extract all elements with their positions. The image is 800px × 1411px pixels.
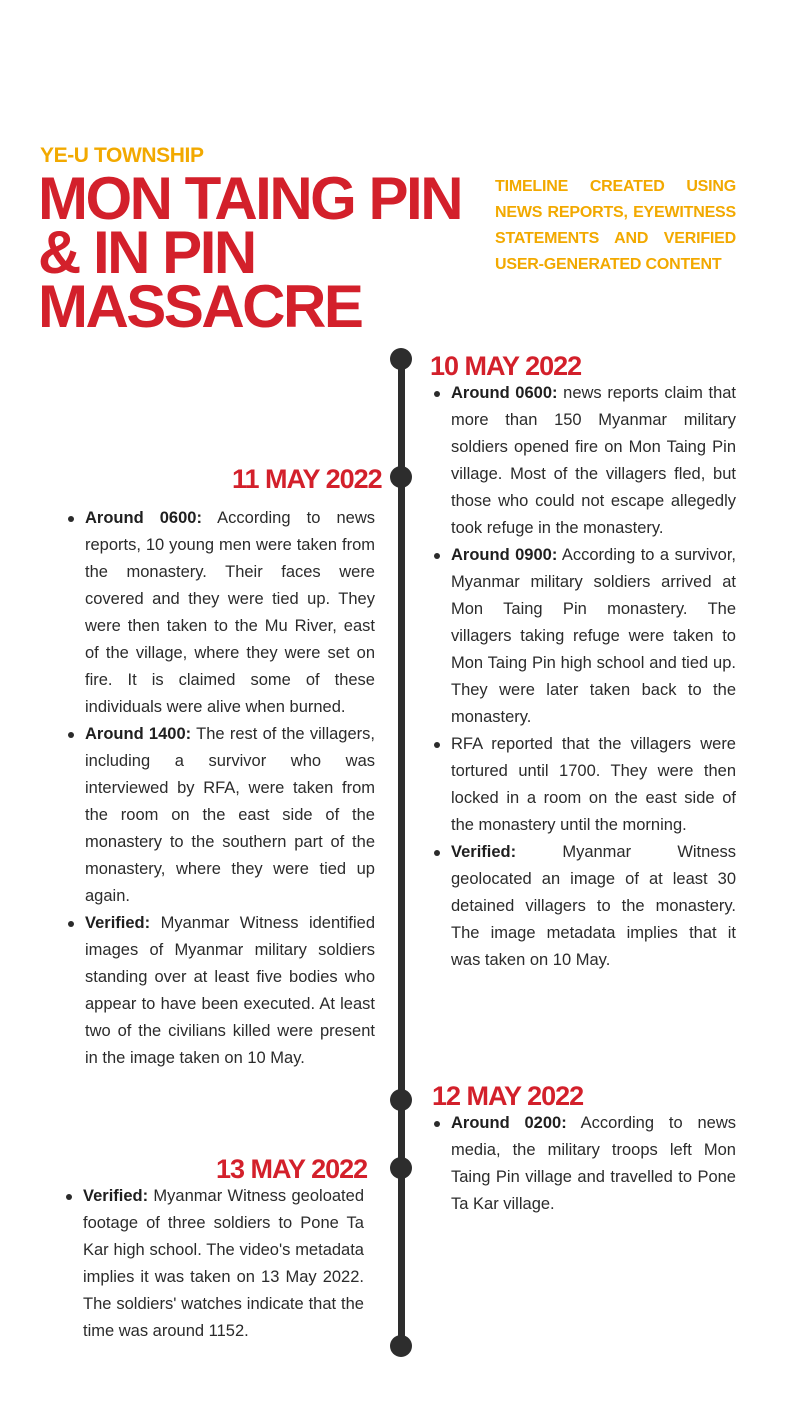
item-label: Around 0600: bbox=[451, 384, 558, 402]
item-label: Around 0900: bbox=[451, 546, 558, 564]
timeline-dot-13-may bbox=[390, 1157, 412, 1179]
entry-list-11-may bbox=[85, 505, 375, 1072]
date-heading-12-may: 12 MAY 2022 bbox=[432, 1081, 584, 1111]
timeline-dot-12-may bbox=[390, 1089, 412, 1111]
item-text: Myanmar Witness geoloated footage of three soldiers to Pone Ta Kar high school. The video's metadata implies it was taken on 13 May 2022. The soldiers' watches indicate that the time was around 1152. bbox=[83, 1187, 364, 1340]
title-line-2: & IN PIN bbox=[38, 219, 255, 286]
date-heading-13-may: 13 MAY 2022 bbox=[216, 1154, 368, 1184]
item-text: The rest of the villagers, including a survivor who was interviewed by RFA, were taken from the room on the east side of the monastery to the southern part of the monastery, where they were tied up again. bbox=[85, 725, 375, 905]
timeline-line bbox=[398, 357, 405, 1346]
township-kicker: YE-U TOWNSHIP bbox=[40, 144, 204, 167]
list-item bbox=[451, 1110, 736, 1218]
list-item bbox=[83, 1183, 364, 1345]
list-item bbox=[451, 542, 736, 731]
item-text: According to news reports, 10 young men were taken from the monastery. Their faces were covered and they were tied up. They were then taken to the Mu River, east of the village, where they were set on fire. It is claimed some of these individuals were alive when burned. bbox=[85, 509, 375, 716]
item-text: RFA reported that the villagers were tortured until 1700. They were then locked in a room on the east side of the monastery until the morning. bbox=[451, 735, 736, 834]
item-label: Around 0600: bbox=[85, 509, 202, 527]
page-title bbox=[38, 165, 468, 340]
item-text: According to news media, the military troops left Mon Taing Pin village and travelled to Pone Ta Kar village. bbox=[451, 1114, 736, 1213]
list-item bbox=[451, 839, 736, 974]
timeline-dot-11-may bbox=[390, 466, 412, 488]
list-item bbox=[451, 380, 736, 542]
item-text: According to a survivor, Myanmar military soldiers arrived at Mon Taing Pin monastery. The villagers taking refuge were taken to Mon Taing Pin high school and tied up. They were later taken back to the monastery. bbox=[451, 546, 737, 726]
item-label: Around 0200: bbox=[451, 1114, 567, 1132]
item-label: Verified: bbox=[83, 1187, 149, 1205]
page-subtitle: TIMELINE CREATED USING NEWS REPORTS, EYEWITNESS STATEMENTS AND VERIFIED USER-GENERATED CONTENT bbox=[495, 178, 736, 273]
list-item bbox=[85, 505, 375, 721]
timeline-dot-start bbox=[390, 348, 412, 370]
timeline-dot-end bbox=[390, 1335, 412, 1357]
title-line-3: MASSACRE bbox=[38, 273, 362, 340]
entry-list-12-may bbox=[451, 1110, 736, 1218]
item-text: Myanmar Witness geolocated an image of at least 30 detained villagers to the monastery. The image metadata implies that it was taken on 10 May. bbox=[451, 843, 736, 969]
item-label: Verified: bbox=[85, 914, 151, 932]
list-item bbox=[85, 721, 375, 910]
list-item bbox=[85, 910, 375, 1072]
item-label: Verified: bbox=[451, 843, 517, 861]
list-item bbox=[451, 731, 736, 839]
item-text: Myanmar Witness identified images of Myanmar military soldiers standing over at least five bodies who appear to have been executed. At least two of the civilians killed were present in the image taken on 10 May. bbox=[85, 914, 375, 1067]
date-heading-10-may: 10 MAY 2022 bbox=[430, 351, 582, 381]
title-line-1: MON TAING PIN bbox=[38, 165, 462, 232]
item-text: news reports claim that more than 150 Myanmar military soldiers opened fire on Mon Taing Pin village. Most of the villagers fled, but those who could not escape allegedly took refuge in the monastery. bbox=[451, 384, 737, 537]
date-heading-11-may: 11 MAY 2022 bbox=[232, 464, 382, 494]
item-label: Around 1400: bbox=[85, 725, 192, 743]
entry-list-13-may bbox=[83, 1183, 364, 1345]
entry-list-10-may bbox=[451, 380, 736, 974]
